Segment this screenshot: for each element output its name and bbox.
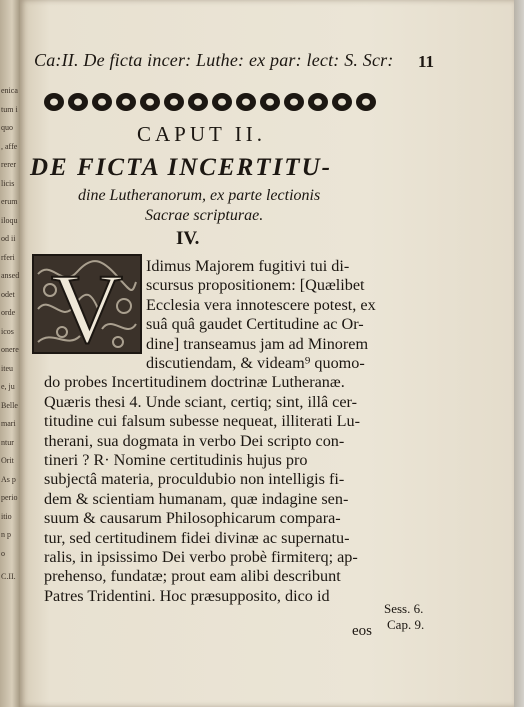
- previous-page-fragment: onere: [1, 345, 19, 354]
- previous-page-fragment: quo: [1, 123, 13, 132]
- previous-page-fragment: rferi: [1, 252, 15, 262]
- page-edge-right: [514, 0, 524, 707]
- previous-page-fragment: perio: [1, 493, 18, 502]
- chapter-heading: CAPUT II.: [137, 122, 266, 146]
- body-line: Idimus Majorem fugitivi tui di-: [146, 257, 350, 275]
- marginal-note-line-2: Cap. 9.: [387, 617, 425, 632]
- ornament-element: [98, 99, 106, 106]
- body-line: scursus propositionem: [Quælibet: [146, 276, 365, 295]
- chapter-title-line-2: dine Lutheranorum, ex parte lectionis: [78, 187, 321, 204]
- ornament-element: [170, 99, 178, 106]
- previous-page-fragment: od ii: [1, 234, 16, 243]
- previous-page-edge: [0, 0, 20, 707]
- previous-page-fragment: Orit: [1, 456, 14, 465]
- body-line: therani, sua dogmata in verbo Dei scripto con-: [44, 431, 345, 450]
- previous-page-fragment: itio: [1, 511, 12, 521]
- previous-page-fragment: o: [1, 548, 5, 558]
- catchword: eos: [352, 623, 372, 639]
- section-number: IV.: [176, 228, 200, 249]
- initial-letter: V: [50, 254, 124, 354]
- body-line: titudine cui falsum subesse nequeat, illiterati Lu-: [44, 412, 361, 431]
- body-line: tineri ? R· Nomine certitudinis hujus pro: [44, 451, 308, 469]
- previous-page-fragment: licis: [1, 178, 15, 188]
- previous-page-fragment: , affe: [1, 141, 18, 151]
- ornament-element: [290, 99, 298, 106]
- page-number: 11: [418, 52, 435, 71]
- body-line: prehenso, fundatæ; prout eam alibi describunt: [44, 567, 341, 586]
- previous-page-fragment: iloqu: [1, 215, 18, 225]
- ornament-band: [42, 89, 378, 115]
- previous-page-fragment: odet: [1, 289, 15, 299]
- body-line: subjectâ materia, proculdubio non intelligis fi-: [44, 470, 345, 489]
- ornament-element: [146, 99, 154, 106]
- previous-page-fragment: C.II.: [1, 572, 16, 581]
- body-line: discutiendam, & videam⁹ quomo-: [146, 354, 365, 372]
- ornament-element: [194, 99, 202, 106]
- ornament-element: [314, 99, 322, 106]
- previous-page-fragment: icos: [1, 326, 14, 336]
- body-line: Patres Tridentini. Hoc præsupposito, dico id: [44, 586, 330, 605]
- ornament-element: [362, 99, 370, 106]
- body-line: do probes Incertitudinem doctrinæ Lutheranæ.: [44, 373, 345, 392]
- body-line: Ecclesia vera innotescere potest, ex: [146, 295, 376, 314]
- previous-page-fragment: ansed: [1, 271, 20, 280]
- previous-page-fragment: ntur: [1, 437, 14, 447]
- previous-page-fragment: Belle: [1, 400, 18, 410]
- ornament-element: [218, 99, 226, 106]
- body-line: dine] transeamus jam ad Minorem: [146, 334, 369, 353]
- decorated-initial: [32, 254, 142, 354]
- ornament-element: [338, 99, 346, 106]
- ornament-element: [50, 99, 58, 106]
- marginal-note-line-1: Sess. 6.: [384, 601, 424, 616]
- previous-page-fragment: erum: [1, 197, 18, 206]
- previous-page-fragment: As p: [1, 474, 16, 484]
- body-line: suum & causarum Philosophicarum compara-: [44, 509, 341, 528]
- body-line: Quæris thesi 4. Unde sciant, certiq; sint, illâ cer-: [44, 392, 358, 411]
- running-head: Ca:II. De ficta incer: Luthe: ex par: lect: S. Scr:: [34, 50, 394, 70]
- ornament-element: [74, 99, 82, 106]
- previous-page-fragment: enica: [1, 86, 18, 95]
- previous-page-fragment: iteu: [1, 363, 13, 373]
- body-line: ralis, in ipsissimo Dei verbo probè firmiterq; ap-: [44, 548, 358, 566]
- previous-page-fragment: rerer: [1, 160, 17, 169]
- ornament-element: [242, 99, 250, 106]
- previous-page-fragment: tum i: [1, 104, 18, 114]
- previous-page-fragment: e, ju: [1, 382, 15, 391]
- ornament-element: [266, 99, 274, 106]
- body-line: tur, sed certitudinem fidei divinæ ac supernatu-: [44, 528, 350, 547]
- body-line: dem & scientiam humanam, quæ indagine sen-: [44, 489, 349, 508]
- body-line: suâ quâ gaudet Certitudine ac Or-: [146, 315, 364, 334]
- ornament-element: [122, 99, 130, 106]
- chapter-title-line-1: DE FICTA INCERTITU-: [30, 154, 332, 181]
- previous-page-fragment: n p: [1, 530, 11, 539]
- chapter-title-line-3: Sacrae scripturae.: [145, 207, 264, 224]
- previous-page-fragment: orde: [1, 308, 16, 317]
- previous-page-fragment: mari: [1, 419, 16, 428]
